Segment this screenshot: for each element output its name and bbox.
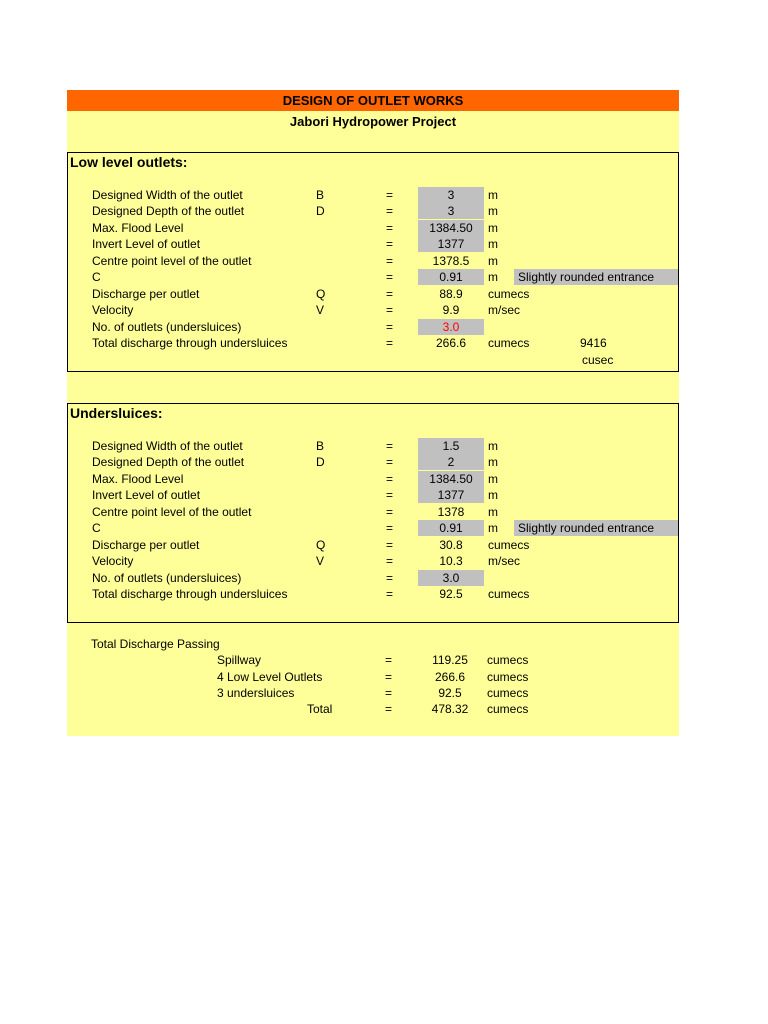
computed-cell: 30.8 [439, 538, 463, 552]
input-cell[interactable]: 3 [418, 187, 484, 203]
row-equals: = [386, 587, 394, 601]
table-row [68, 335, 678, 351]
row-unit: m [488, 488, 498, 502]
row-equals: = [386, 538, 394, 552]
table-row [68, 220, 678, 236]
row-equals: = [386, 488, 394, 502]
row-equals: = [386, 270, 394, 284]
row-equals: = [386, 237, 394, 251]
row-symbol: Q [316, 538, 326, 552]
computed-cell: 266.6 [435, 336, 467, 350]
table-row [68, 187, 678, 203]
row-equals: = [386, 521, 394, 535]
row-label: C [92, 270, 101, 284]
row-symbol: B [316, 439, 325, 453]
row-unit: m [488, 472, 498, 486]
row-label: Velocity [92, 303, 134, 317]
row-label: Invert Level of outlet [92, 237, 201, 251]
row-label: Designed Depth of the outlet [92, 204, 245, 218]
row-equals: = [385, 702, 393, 716]
undersluices-section [67, 403, 679, 623]
row-label: Designed Width of the outlet [92, 439, 243, 453]
row-label: No. of outlets (undersluices) [92, 320, 242, 334]
table-row [68, 203, 678, 219]
computed-cell: 92.5 [438, 686, 462, 700]
grand-total-row [67, 701, 677, 717]
table-row [68, 586, 678, 602]
row-unit: m [488, 221, 498, 235]
row-unit: m [488, 439, 498, 453]
row-equals: = [386, 554, 394, 568]
row-symbol: V [316, 554, 325, 568]
row-equals: = [386, 303, 394, 317]
row-equals: = [386, 336, 394, 350]
row-unit: m/sec [488, 303, 521, 317]
row-label: Discharge per outlet [92, 538, 200, 552]
row-equals: = [386, 505, 394, 519]
coefficient-note[interactable]: Slightly rounded entrance [514, 269, 678, 285]
row-equals: = [385, 653, 393, 667]
table-row [68, 253, 678, 269]
input-cell[interactable]: 1377 [418, 236, 484, 252]
row-label: Total discharge through undersluices [92, 587, 288, 601]
table-row [68, 302, 678, 318]
row-equals: = [386, 287, 394, 301]
row-unit: cumecs [488, 336, 530, 350]
input-cell[interactable]: 2 [418, 454, 484, 470]
section-title-low-level: Low level outlets: [70, 154, 188, 170]
row-unit: m [488, 204, 498, 218]
row-label: Total discharge through undersluices [92, 336, 288, 350]
input-cell[interactable]: 0.91 [418, 520, 484, 536]
table-row [68, 553, 678, 569]
input-cell[interactable]: 1384.50 [418, 220, 484, 236]
row-label: Max. Flood Level [92, 221, 184, 235]
input-cell[interactable]: 3.0 [418, 319, 484, 335]
row-unit: m [488, 270, 498, 284]
row-label: Designed Width of the outlet [92, 188, 243, 202]
row-unit: cumecs [488, 587, 530, 601]
row-equals: = [386, 188, 394, 202]
row-symbol: Q [316, 287, 326, 301]
table-row [68, 269, 678, 285]
row-label: Max. Flood Level [92, 472, 184, 486]
low-level-outlets-section [67, 152, 679, 372]
row-symbol: B [316, 188, 325, 202]
row-unit: cumecs [488, 538, 530, 552]
row-unit: cumecs [487, 702, 529, 716]
table-row [68, 487, 678, 503]
total-row [67, 669, 677, 685]
table-row [68, 236, 678, 252]
table-row [68, 520, 678, 536]
row-equals: = [386, 455, 394, 469]
row-unit: cumecs [487, 686, 529, 700]
total-row [67, 685, 677, 701]
discharge-cusec-value: 9416 [580, 336, 607, 350]
table-row [68, 286, 678, 302]
table-row [68, 471, 678, 487]
row-label: Centre point level of the outlet [92, 505, 252, 519]
row-unit: m [488, 237, 498, 251]
table-row [68, 570, 678, 586]
row-equals: = [385, 686, 393, 700]
computed-cell: 266.6 [434, 670, 466, 684]
row-equals: = [386, 472, 394, 486]
total-heading-row [67, 636, 677, 652]
input-cell[interactable]: 0.91 [418, 269, 484, 285]
grand-total-label: Total [307, 702, 333, 716]
input-cell[interactable]: 1.5 [418, 438, 484, 454]
row-equals: = [386, 320, 394, 334]
row-unit: m [488, 505, 498, 519]
row-unit: m [488, 455, 498, 469]
row-symbol: D [316, 455, 325, 469]
row-equals: = [386, 221, 394, 235]
computed-cell: 92.5 [439, 587, 463, 601]
coefficient-note[interactable]: Slightly rounded entrance [514, 520, 678, 536]
row-equals: = [386, 439, 394, 453]
spreadsheet-sheet [67, 90, 679, 736]
row-label: Velocity [92, 554, 134, 568]
row-symbol: V [316, 303, 325, 317]
row-equals: = [386, 571, 394, 585]
sheet-title: DESIGN OF OUTLET WORKS [67, 90, 679, 111]
row-equals: = [385, 670, 393, 684]
row-equals: = [386, 254, 394, 268]
total-row-label: 4 Low Level Outlets [217, 670, 323, 684]
section-title-undersluices: Undersluices: [70, 405, 163, 421]
total-row-label: 3 undersluices [217, 686, 295, 700]
row-unit: cumecs [487, 653, 529, 667]
row-unit: m [488, 521, 498, 535]
table-row [68, 438, 678, 454]
row-unit: m/sec [488, 554, 521, 568]
row-label: Invert Level of outlet [92, 488, 201, 502]
total-row-label: Spillway [217, 653, 262, 667]
input-cell[interactable]: 3 [418, 203, 484, 219]
computed-cell: 119.25 [432, 653, 468, 667]
input-cell[interactable]: 1384.50 [418, 471, 484, 487]
row-label: Discharge per outlet [92, 287, 200, 301]
computed-cell: 10.3 [439, 554, 463, 568]
computed-cell: 1378.5 [432, 254, 470, 268]
row-equals: = [386, 204, 394, 218]
input-cell[interactable]: 3.0 [418, 570, 484, 586]
row-label: C [92, 521, 101, 535]
table-row [68, 504, 678, 520]
total-heading: Total Discharge Passing [91, 637, 220, 651]
total-row [67, 652, 677, 668]
table-row [68, 537, 678, 553]
project-title: Jabori Hydropower Project [289, 114, 457, 129]
grand-total-value: 478.32 [431, 702, 469, 716]
row-label: No. of outlets (undersluices) [92, 571, 242, 585]
computed-cell: 9.9 [442, 303, 460, 317]
input-cell[interactable]: 1377 [418, 487, 484, 503]
table-row [68, 454, 678, 470]
row-unit: m [488, 254, 498, 268]
row-unit: m [488, 188, 498, 202]
row-label: Centre point level of the outlet [92, 254, 252, 268]
computed-cell: 1378 [437, 505, 465, 519]
row-unit: cumecs [488, 287, 530, 301]
row-symbol: D [316, 204, 325, 218]
cusec-unit: cusec [582, 353, 614, 367]
table-row [68, 319, 678, 335]
row-label: Designed Depth of the outlet [92, 455, 245, 469]
row-unit: cumecs [487, 670, 529, 684]
table-row [68, 352, 678, 368]
computed-cell: 88.9 [439, 287, 463, 301]
